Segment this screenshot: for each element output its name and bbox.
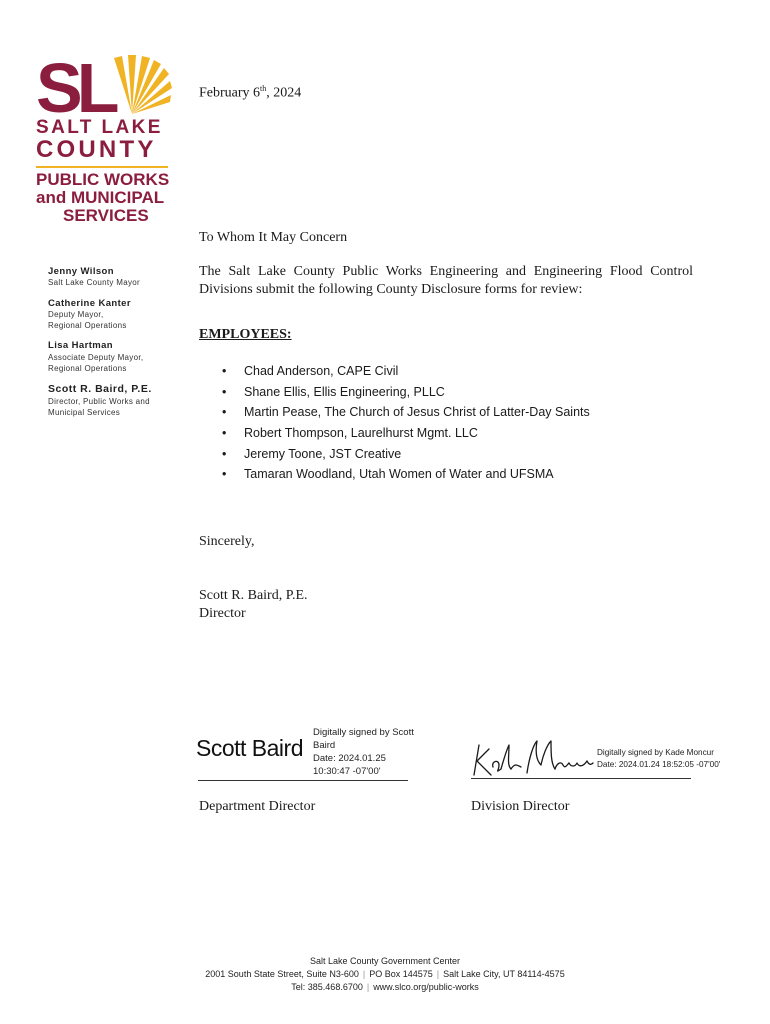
logo-text-and-municipal: and MUNICIPAL <box>36 188 165 207</box>
list-item <box>222 423 590 444</box>
employee-entry: Tamaran Woodland, Utah Women of Water and UFSMA <box>244 467 554 482</box>
sunburst-icon <box>114 55 172 114</box>
signature-info-line: Digitally signed by Scott <box>313 727 414 738</box>
footer-separator: | <box>362 969 366 979</box>
department-director-caption: Department Director <box>199 799 316 814</box>
footer-separator: | <box>436 969 440 979</box>
letterhead-footer <box>0 955 770 994</box>
official-title: Associate Deputy Mayor, Regional Operations <box>48 352 144 373</box>
digital-signature-info <box>597 747 727 771</box>
employee-entry: Martin Pease, The Church of Jesus Christ of Latter-Day Saints <box>244 405 590 420</box>
official-director <box>48 383 188 418</box>
list-item <box>222 444 590 465</box>
list-item <box>222 361 590 382</box>
bullet-icon: • <box>222 405 227 420</box>
officials-sidebar <box>48 266 188 427</box>
date-suffix: th <box>260 84 267 93</box>
bullet-icon: • <box>222 467 227 482</box>
footer-street: 2001 South State Street, Suite N3-600 <box>205 969 359 979</box>
signature-info-line: Date: 2024.01.24 18:52:05 -07'00' <box>597 760 721 769</box>
footer-separator: | <box>366 982 370 992</box>
footer-building: Salt Lake County Government Center <box>309 956 461 966</box>
footer-pobox: PO Box 144575 <box>369 969 433 979</box>
official-title: Director, Public Works and Municipal Services <box>48 396 150 417</box>
official-title: Deputy Mayor, Regional Operations <box>48 309 127 331</box>
official-name: Catherine Kanter <box>48 297 131 309</box>
digital-signature-name: Scott Baird <box>196 735 303 761</box>
employee-entry: Shane Ellis, Ellis Engineering, PLLC <box>244 384 445 399</box>
employee-entry: Chad Anderson, CAPE Civil <box>244 364 399 378</box>
sl-sunburst-logo-mark <box>36 54 172 116</box>
signer-name: Scott R. Baird, P.E. <box>199 588 308 603</box>
intro-paragraph: The Salt Lake County Public Works Engineering and Engineering Flood Control Divisions submit the following County Disclosure forms for review: <box>199 264 693 297</box>
official-associate-deputy-mayor <box>48 340 188 374</box>
signature-line <box>198 780 408 781</box>
official-mayor <box>48 266 188 289</box>
logo-text-public-works: PUBLIC WORKS <box>36 170 170 189</box>
handwritten-signature <box>471 735 595 779</box>
official-deputy-mayor <box>48 298 188 332</box>
bullet-icon: • <box>222 446 227 461</box>
logo-text-county: COUNTY <box>36 138 168 168</box>
salutation: To Whom It May Concern <box>199 230 348 245</box>
employee-entry: Jeremy Toone, JST Creative <box>244 446 402 461</box>
list-item <box>222 464 590 485</box>
official-name: Lisa Hartman <box>48 340 113 352</box>
logo-monogram: SL <box>36 54 114 116</box>
footer-address-line <box>0 968 770 981</box>
employee-list <box>222 361 590 485</box>
bullet-icon: • <box>222 364 227 378</box>
digital-signature-info <box>313 726 431 778</box>
footer-contact-line <box>0 981 770 994</box>
logo-text-services: SERVICES <box>63 206 149 225</box>
list-item <box>222 402 590 423</box>
official-title: Salt Lake County Mayor <box>48 278 140 288</box>
signature-info-line: Baird <box>313 740 336 751</box>
footer-city: Salt Lake City, UT 84114-4575 <box>443 969 565 979</box>
county-logo <box>36 54 176 224</box>
signature-info-line: 10:30:47 -07'00' <box>313 766 381 777</box>
date-year: , 2024 <box>266 85 302 101</box>
date-month-day: February 6 <box>199 85 261 101</box>
logo-text-salt-lake: SALT LAKE <box>36 117 163 138</box>
signer-title: Director <box>199 606 246 621</box>
employees-heading: EMPLOYEES: <box>199 327 292 342</box>
division-director-caption: Division Director <box>471 799 570 814</box>
letter-date <box>199 84 301 102</box>
signature-info-line: Date: 2024.01.25 <box>313 753 386 764</box>
list-item <box>222 382 590 403</box>
footer-website: www.slco.org/public-works <box>373 982 479 992</box>
official-name: Scott R. Baird, P.E. <box>48 383 152 396</box>
signature-line <box>471 778 691 779</box>
bullet-icon: • <box>222 426 227 441</box>
bullet-icon: • <box>222 384 227 399</box>
employee-entry: Robert Thompson, Laurelhurst Mgmt. LLC <box>244 426 478 441</box>
signature-info-line: Digitally signed by Kade Moncur <box>597 748 714 757</box>
official-name: Jenny Wilson <box>48 266 114 277</box>
footer-phone: Tel: 385.468.6700 <box>291 982 363 992</box>
closing: Sincerely, <box>199 534 255 549</box>
